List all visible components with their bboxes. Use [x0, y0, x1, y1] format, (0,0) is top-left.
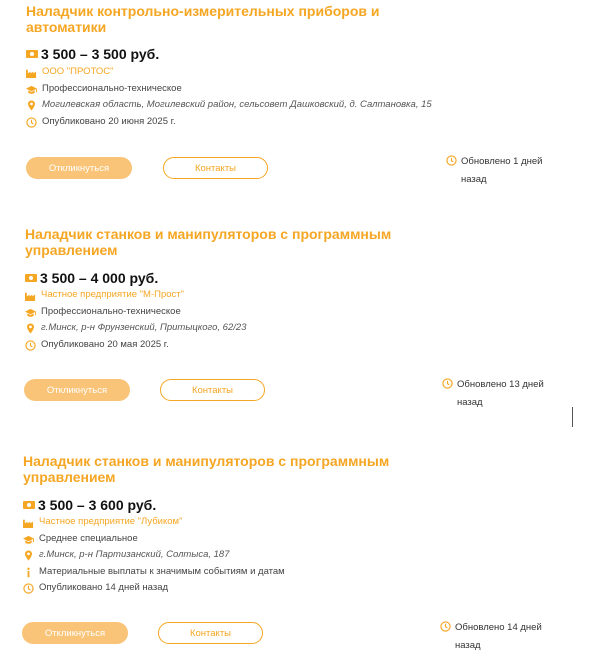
education-row — [23, 533, 138, 545]
salary-value: 3 500 – 3 600 руб. — [38, 497, 157, 513]
updated-text: Обновлено 14 дней — [455, 622, 542, 633]
company-name[interactable]: ООО "ПРОТОС" — [42, 66, 114, 77]
education-row — [25, 306, 181, 318]
updated-info — [446, 153, 556, 189]
education-level: Среднее специальное — [39, 533, 138, 544]
updated-info — [440, 619, 550, 655]
money-icon — [25, 274, 37, 282]
updated-text-suffix: назад — [461, 174, 487, 185]
apply-button[interactable]: Откликнуться — [22, 622, 128, 644]
education-level: Профессионально-техническое — [42, 83, 182, 94]
clock-icon — [23, 583, 34, 594]
vacancy-title[interactable]: Наладчик станков и манипуляторов с программным управлением — [23, 453, 390, 485]
clock-icon — [25, 340, 36, 351]
address-row — [23, 549, 230, 561]
address-row — [26, 99, 432, 111]
money-icon — [26, 50, 38, 58]
address-text: Могилевская область, Могилевский район, сельсовет Дашковский, д. Салтановка, 15 — [42, 99, 432, 110]
contacts-button[interactable]: Контакты — [160, 379, 265, 401]
updated-text-suffix: назад — [457, 397, 483, 408]
company-row[interactable] — [26, 66, 114, 78]
company-name[interactable]: Частное предприятие "Лубиком" — [39, 516, 183, 527]
address-text: г.Минск, р-н Партизанский, Солтыса, 187 — [39, 549, 230, 560]
apply-button[interactable]: Откликнуться — [24, 379, 130, 401]
salary-value: 3 500 – 4 000 руб. — [40, 270, 159, 286]
scrollbar-thumb[interactable] — [572, 407, 573, 427]
clock-icon — [440, 621, 451, 632]
published-date: Опубликовано 20 мая 2025 г. — [41, 339, 169, 350]
benefit-text: Материальные выплаты к значимым событиям и датам — [39, 566, 285, 577]
salary-value: 3 500 – 3 500 руб. — [41, 46, 160, 62]
updated-text: Обновлено 13 дней — [457, 379, 544, 390]
address-text: г.Минск, р-н Фрунзенский, Притыцкого, 62/23 — [41, 322, 247, 333]
company-name[interactable]: Частное предприятие "М-Прост" — [41, 289, 184, 300]
updated-info — [442, 376, 552, 412]
benefit-row — [23, 566, 285, 578]
graduation-cap-icon — [26, 84, 37, 95]
graduation-cap-icon — [23, 534, 34, 545]
money-icon — [23, 501, 35, 509]
clock-icon — [26, 117, 37, 128]
location-pin-icon — [23, 550, 34, 561]
published-date: Опубликовано 20 июня 2025 г. — [42, 116, 176, 127]
location-pin-icon — [25, 323, 36, 334]
contacts-button[interactable]: Контакты — [158, 622, 263, 644]
education-row — [26, 83, 182, 95]
factory-icon — [23, 517, 34, 528]
company-row[interactable] — [23, 516, 182, 528]
graduation-cap-icon — [25, 307, 36, 318]
clock-icon — [442, 378, 453, 389]
factory-icon — [25, 290, 36, 301]
updated-text-suffix: назад — [455, 640, 481, 651]
apply-button[interactable]: Откликнуться — [26, 157, 132, 179]
vacancy-title[interactable]: Наладчик станков и манипуляторов с программным управлением — [25, 226, 392, 258]
salary — [23, 497, 156, 513]
contacts-button[interactable]: Контакты — [163, 157, 268, 179]
salary — [25, 270, 158, 286]
published-row — [25, 339, 169, 351]
info-icon — [23, 567, 34, 578]
location-pin-icon — [26, 100, 37, 111]
factory-icon — [26, 67, 37, 78]
published-date: Опубликовано 14 дней назад — [39, 582, 169, 593]
education-level: Профессионально-техническое — [41, 306, 181, 317]
vacancy-title[interactable]: Наладчик контрольно-измерительных приборов и автоматики — [26, 3, 380, 35]
company-row[interactable] — [25, 289, 184, 301]
salary — [26, 46, 159, 62]
clock-icon — [446, 155, 457, 166]
published-row — [26, 116, 176, 128]
published-row — [23, 582, 168, 594]
updated-text: Обновлено 1 дней — [461, 156, 543, 167]
address-row — [25, 322, 246, 334]
